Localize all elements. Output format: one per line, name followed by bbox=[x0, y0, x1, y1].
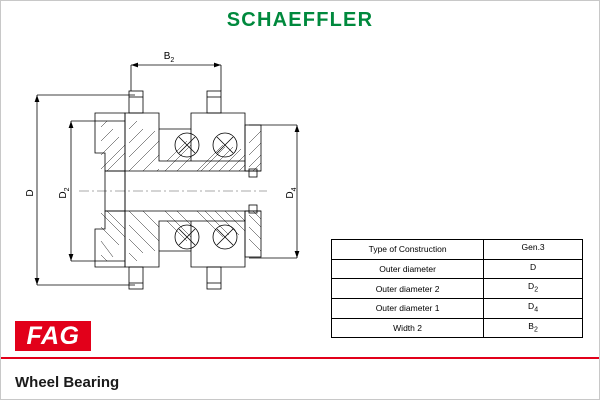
wheel-bearing-technical-drawing bbox=[9, 43, 339, 333]
dimension-b2-top bbox=[131, 63, 221, 91]
spec-value bbox=[484, 279, 583, 299]
product-category-title: Wheel Bearing bbox=[15, 374, 120, 391]
table-row bbox=[332, 279, 583, 299]
spec-value bbox=[484, 259, 583, 279]
schaeffler-brand-logo: SCHAEFFLER bbox=[226, 9, 374, 31]
spec-label: Width 2 bbox=[332, 318, 484, 338]
spec-label: Outer diameter bbox=[332, 259, 484, 279]
rolling-element-upper-2 bbox=[213, 133, 237, 157]
footer-divider bbox=[1, 357, 599, 359]
flange-stud-bottom-left bbox=[129, 267, 143, 289]
spec-value-subscript: 2 bbox=[533, 326, 538, 334]
specification-table bbox=[331, 239, 583, 338]
flange-stud-bottom-right bbox=[207, 267, 221, 289]
dimension-d-left bbox=[35, 95, 135, 285]
spec-value-text: D bbox=[530, 261, 537, 272]
spec-value bbox=[484, 318, 583, 338]
spec-label: Outer diameter 2 bbox=[332, 279, 484, 299]
rolling-element-lower-1 bbox=[175, 225, 199, 249]
spec-value-text: Gen.3 bbox=[521, 242, 545, 252]
spec-value-text: D bbox=[528, 301, 535, 312]
spec-value-subscript: 2 bbox=[534, 287, 539, 295]
table-row bbox=[332, 299, 583, 319]
spec-value-text: D bbox=[528, 281, 535, 292]
rolling-element-lower-2 bbox=[213, 225, 237, 249]
spec-label: Type of Construction bbox=[332, 240, 484, 260]
flange-stud-top-right bbox=[207, 91, 221, 113]
raceway-contours bbox=[159, 129, 245, 251]
label-b2: $B_2$ bbox=[163, 51, 175, 64]
table-row bbox=[332, 259, 583, 279]
spec-value bbox=[484, 240, 583, 260]
spec-value bbox=[484, 299, 583, 319]
spec-value-text: B bbox=[528, 320, 534, 331]
fag-brand-logo: FAG bbox=[15, 321, 91, 351]
spec-value-subscript: 4 bbox=[534, 306, 539, 314]
label-d2: $D_2$ bbox=[58, 187, 71, 199]
label-d4: $D_4$ bbox=[285, 187, 298, 199]
label-d: D bbox=[25, 189, 36, 197]
flange-stud-top-left bbox=[129, 91, 143, 113]
spec-label: Outer diameter 1 bbox=[332, 299, 484, 319]
rolling-element-upper-1 bbox=[175, 133, 199, 157]
table-row bbox=[332, 318, 583, 338]
table-row bbox=[332, 240, 583, 260]
